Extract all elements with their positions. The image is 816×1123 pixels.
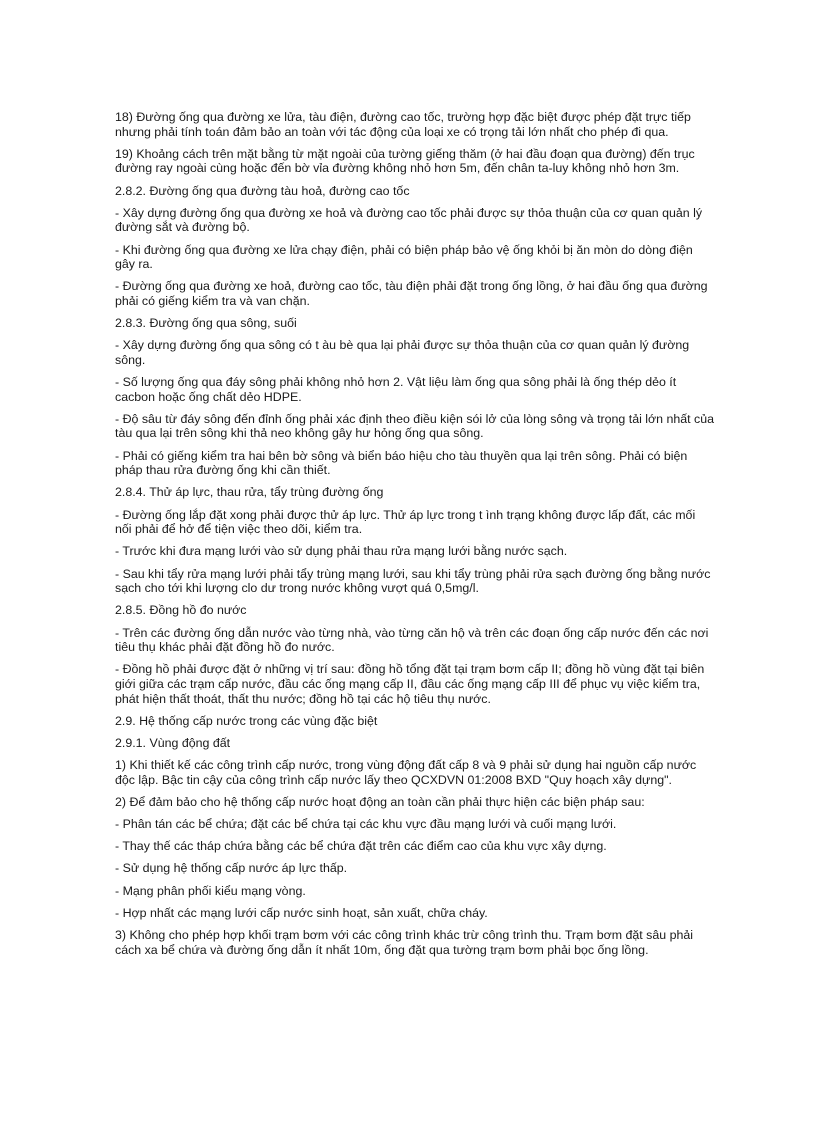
numbered-paragraph-3: 3) Không cho phép hợp khối trạm bơm với các công trình khác trừ công trình thu. Trạm bơm đặt sâu phải cách xa bể chứa và đường ống dẫn ít nhất 10m, ống đặt qua tường trạm bơm phải bọc ống lồng. [115,927,694,957]
paragraph-18: 18) Đường ống qua đường xe lửa, tàu điện, đường cao tốc, trường hợp đặc biệt được phép đặt trực tiếp nhưng phải tính toán đảm bảo an toàn với tác động của loại xe có trọng tải lớn nhất cho phép đi qua. [115,110,691,139]
paragraph-19: 19) Khoảng cách trên mặt bằng từ mặt ngoài của tường giếng thăm (ở hai đầu đoạn qua đường) đến trục đường ray ngoài cùng hoặc đến bờ vỉa đường không nhỏ hơn 5m, đến chân ta-luy không nhỏ hơn 3m. [115,146,695,176]
bullet-paragraph: - Thay thế các tháp chứa bằng các bể chứa đặt trên các điểm cao của khu vực xây dựng. [115,839,607,854]
bullet-paragraph: - Phân tán các bể chứa; đặt các bể chứa tại các khu vực đầu mạng lưới và cuối mạng lưới. [115,817,617,832]
bullet-paragraph: - Mạng phân phối kiểu mạng vòng. [115,883,306,898]
bullet-paragraph: - Sử dụng hệ thống cấp nước áp lực thấp. [115,861,348,876]
bullet-paragraph: - Trên các đường ống dẫn nước vào từng nhà, vào từng căn hộ và trên các đoạn ống cấp nước đến các nơi tiêu thụ khác phải đặt đồng hồ đo nước. [115,625,709,655]
section-heading-2-9-1: 2.9.1. Vùng động đất [115,735,231,750]
document-page [115,110,715,965]
bullet-paragraph: - Trước khi đưa mạng lưới vào sử dụng phải thau rửa mạng lưới bằng nước sạch. [115,544,568,559]
bullet-paragraph: - Phải có giếng kiểm tra hai bên bờ sông và biển báo hiệu cho tàu thuyền qua lại trên sông. Phải có biện pháp thau rửa đường ống khi cần thiết. [115,448,688,478]
bullet-paragraph: - Hợp nhất các mạng lưới cấp nước sinh hoạt, sản xuất, chữa cháy. [115,905,488,920]
bullet-paragraph: - Sau khi tẩy rửa mạng lưới phải tẩy trùng mạng lưới, sau khi tẩy trùng phải rửa sạch đường ống bằng nước sạch cho tới khi lượng clo dư trong nước không vượt quá 0,5mg/l. [115,566,711,596]
section-heading-2-8-2: 2.8.2. Đường ống qua đường tàu hoả, đường cao tốc [115,183,410,198]
bullet-paragraph: - Đường ống lắp đặt xong phải được thử áp lực. Thử áp lực trong t ình trạng không được lấp đất, các mối nối phải để hở để tiện việc theo dõi, kiểm tra. [115,507,696,537]
bullet-paragraph: - Độ sâu từ đáy sông đến đỉnh ống phải xác định theo điều kiện sói lở của lòng sông và trọng tải lớn nhất của tàu qua lại trên sông khi thả neo không gây hư hỏng ống qua sông. [115,411,715,441]
bullet-paragraph: - Đường ống qua đường xe hoả, đường cao tốc, tàu điện phải đặt trong ống lồng, ở hai đầu ống qua đường phải có giếng kiểm tra và van chặn. [115,279,708,308]
bullet-paragraph: - Xây dựng đường ống qua sông có t àu bè qua lại phải được sự thỏa thuận của cơ quan quản lý đường sông. [115,338,690,367]
section-heading-2-8-3: 2.8.3. Đường ống qua sông, suối [115,316,297,331]
numbered-paragraph-1: 1) Khi thiết kế các công trình cấp nước, trong vùng động đất cấp 8 và 9 phải sử dụng hai nguồn cấp nước độc lập. Bậc tin cậy của công trình cấp nước lấy theo QCXDVN 01:2008 BXD "Quy hoạch xây dựng". [115,758,697,787]
numbered-paragraph-2: 2) Để đảm bảo cho hệ thống cấp nước hoạt động an toàn cần phải thực hiện các biện pháp sau: [115,794,645,809]
section-heading-2-9: 2.9. Hệ thống cấp nước trong các vùng đặc biệt [115,713,378,728]
bullet-paragraph: - Đồng hồ phải được đặt ở những vị trí sau: đồng hồ tổng đặt tại trạm bơm cấp II; đồng hồ vùng đặt tại biên giới giữa các trạm cấp nước, đầu các ống mạng cấp II, đầu các ống mạng cấp III để phục vụ việc kiểm tra, phát hiện thất thoát, thất thu nước; đồng hồ tại các hộ tiêu thụ nước. [115,662,705,706]
bullet-paragraph: - Số lượng ống qua đáy sông phải không nhỏ hơn 2. Vật liệu làm ống qua sông phải là ống thép dẻo ít cacbon hoặc ống chất dẻo HDPE. [115,375,677,404]
bullet-paragraph: - Xây dựng đường ống qua đường xe hoả và đường cao tốc phải được sự thỏa thuận của cơ quan quản lý đường sắt và đường bộ. [115,205,703,235]
section-heading-2-8-4: 2.8.4. Thử áp lực, thau rửa, tẩy trùng đường ống [115,485,384,500]
section-heading-2-8-5: 2.8.5. Đồng hồ đo nước [115,603,247,618]
bullet-paragraph: - Khi đường ống qua đường xe lửa chạy điện, phải có biện pháp bảo vệ ống khỏi bị ăn mòn do dòng điện gây ra. [115,242,693,272]
